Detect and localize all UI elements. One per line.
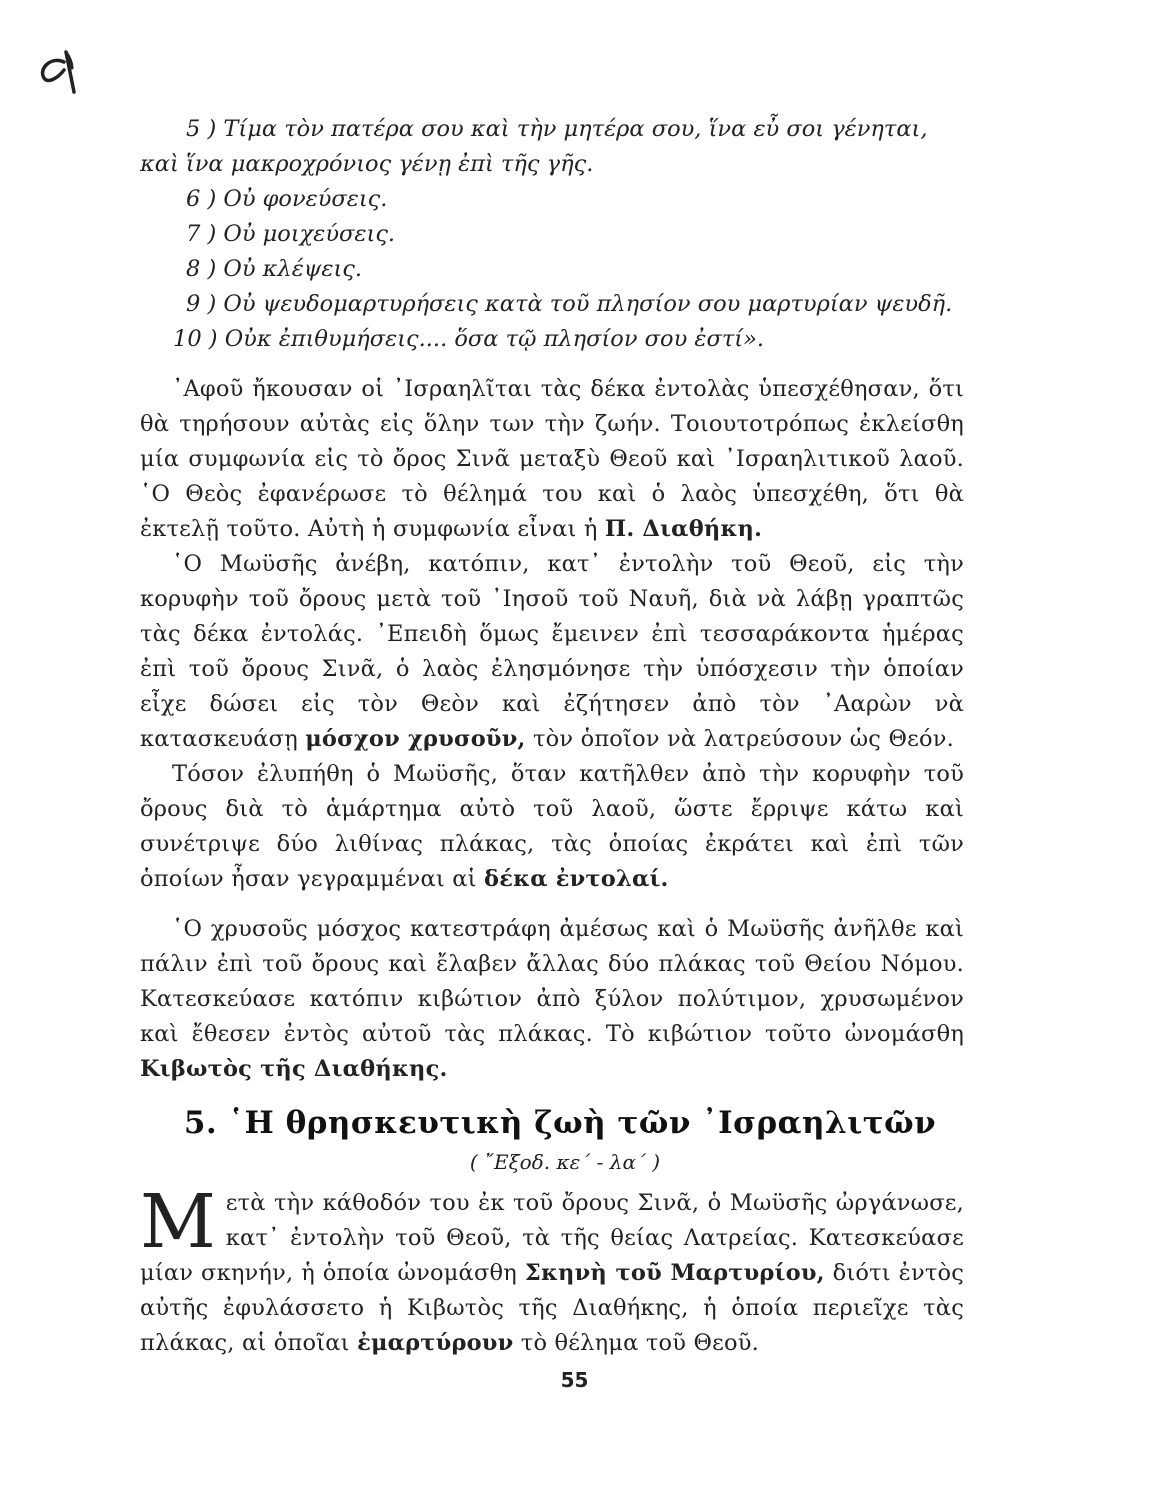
commandment-number: 9 ) bbox=[186, 291, 217, 317]
paragraph-ark bbox=[140, 912, 964, 1087]
paragraph-text: ῾Ο χρυσοῦς μόσχος κατεστράφη ἀμέσως καὶ ὁ Μωϋσῆς ἀνῆλθε καὶ πάλιν ἐπὶ τοῦ ὄρους καὶ ἔλαβεν ἄλλας δύο πλάκας τοῦ Θείου Νόμου. Κατεσκεύασε κατόπιν κιβώτιον ἀπὸ ξύλον πολύτιμον, χρυσωμένον καὶ ἔθεσεν ἐντὸς αὐτοῦ τὰς πλάκας. Τὸ κιβώτιον τοῦτο ὠνομάσθη bbox=[140, 916, 964, 1047]
bold-term: μόσχον χρυσοῦν, bbox=[305, 726, 526, 752]
commandment-number: 5 ) bbox=[186, 116, 217, 142]
commandment-number: 10 ) bbox=[173, 326, 218, 352]
paragraph-text: ᾿Αφοῦ ἤκουσαν οἱ ᾿Ισραηλῖται τὰς δέκα ἐντολὰς ὑπεσχέθησαν, ὅτι θὰ τηρήσουν αὐτὰς εἰς ὅλην των τὴν ζωήν. Τοιουτοτρόπως ἐκλείσθη μία συμφωνία εἰς τὸ ὄρος Σινᾶ μεταξὺ Θεοῦ καὶ ᾿Ισραηλιτικοῦ λαοῦ. ῾Ο Θεὸς ἐφανέρωσε τὸ θέλημά του καὶ ὁ λαὸς ὑπεσχέθη, ὅτι θὰ ἐκτελῇ τοῦτο. Αὐτὴ ἡ συμφωνία εἶναι ἡ bbox=[140, 376, 964, 542]
paragraph-text: διότι ἐντὸς αὐτῆς ἐφυλάσσετο ἡ Κιβωτὸς τῆς Διαθήκης, ἡ ὁποία περιεῖχε τὰς πλάκας, αἱ ὁποῖαι bbox=[140, 1260, 965, 1356]
page-number: 55 bbox=[560, 1368, 589, 1392]
commandment-9 bbox=[140, 287, 964, 322]
handwritten-letter-a-icon bbox=[30, 44, 90, 94]
commandment-6 bbox=[140, 182, 964, 217]
commandment-5-continued bbox=[140, 147, 964, 182]
commandment-text: Τίμα τὸν πατέρα σου καὶ τὴν μητέρα σου, ἵνα εὖ σοι γένηται, bbox=[223, 116, 928, 142]
commandment-8 bbox=[140, 252, 964, 287]
paragraph-broken-tablets bbox=[140, 757, 964, 897]
paragraph-text: Τόσον ἐλυπήθη ὁ Μωϋσῆς, ὅταν κατῆλθεν ἀπὸ τὴν κορυφὴν τοῦ ὄρους διὰ τὸ ἁμάρτημα αὐτὸ τοῦ λαοῦ, ὥστε ἔρριψε κάτω καὶ συνέτριψε δύο λιθίνας πλάκας, τὰς ὁποίας ἐκράτει καὶ ἐπὶ τῶν ὁποίων ἦσαν γεγραμμέναι αἱ bbox=[140, 761, 964, 892]
commandment-number: 8 ) bbox=[186, 256, 217, 282]
section-reference: ( ῎Εξοδ. κε΄ - λα΄ ) bbox=[469, 1150, 661, 1174]
paragraph-text: ῾Ο Μωϋσῆς ἀνέβη, κατόπιν, κατ᾿ ἐντολὴν τοῦ Θεοῦ, εἰς τὴν κορυφὴν τοῦ ὄρους μετὰ τοῦ ᾿Ιησοῦ τοῦ Ναυῆ, διὰ νὰ λάβῃ γραπτῶς τὰς δέκα ἐντολάς. ᾿Επειδὴ ὅμως ἔμεινεν ἐπὶ τεσσαράκοντα ἡμέρας ἐπὶ τοῦ ὄρους Σινᾶ, ὁ λαὸς ἐλησμόνησε τὴν ὑπόσχεσιν τὴν ὁποίαν εἶχε δώσει εἰς τὸν Θεὸν καὶ ἐζήτησεν ἀπὸ τὸν ᾿Ααρὼν νὰ κατασκευάσῃ bbox=[140, 551, 964, 752]
bold-term: δέκα ἐντολαί. bbox=[484, 866, 669, 892]
commandment-text: Οὐ φονεύσεις. bbox=[223, 186, 388, 212]
commandment-text: Οὐκ ἐπιθυμήσεις.... ὅσα τῷ πλησίον σου ἐστί». bbox=[224, 326, 765, 352]
paragraph-text: τὸ θέλημα τοῦ Θεοῦ. bbox=[520, 1330, 759, 1356]
commandment-5 bbox=[140, 112, 964, 147]
commandment-text: Οὐ κλέψεις. bbox=[223, 256, 363, 282]
commandment-text: Οὐ μοιχεύσεις. bbox=[223, 221, 396, 247]
paragraph-text: ετὰ τὴν κάθοδόν του ἐκ τοῦ ὄρους Σινᾶ, ὁ Μωϋσῆς ὠργάνωσε, κατ᾿ ἐντολὴν τοῦ Θεοῦ, τὰ τῆς θείας Λατρείας. Κατεσκεύασε μίαν σκηνήν, ἡ ὁποία ὠνομάσθη bbox=[140, 1190, 964, 1286]
bold-term: Π. Διαθήκη. bbox=[604, 516, 763, 542]
bold-term: ἐμαρτύρουν bbox=[357, 1330, 514, 1356]
page-body bbox=[140, 112, 964, 1361]
commandment-7 bbox=[140, 217, 964, 252]
commandment-number: 6 ) bbox=[186, 186, 217, 212]
section-heading: 5. ῾Η θρησκευτικὴ ζωὴ τῶν ᾿Ισραηλιτῶν bbox=[183, 1105, 937, 1141]
commandment-text: καὶ ἵνα μακροχρόνιος γένῃ ἐπὶ τῆς γῆς. bbox=[140, 151, 594, 177]
drop-cap: Μ bbox=[140, 1179, 216, 1265]
paragraph-tabernacle bbox=[140, 1179, 965, 1361]
commandment-10 bbox=[140, 322, 964, 357]
paragraph-covenant bbox=[140, 372, 964, 547]
commandment-text: Οὐ ψευδομαρτυρήσεις κατὰ τοῦ πλησίον σου μαρτυρίαν ψευδῆ. bbox=[223, 291, 953, 317]
bold-term: Σκηνὴ τοῦ Μαρτυρίου, bbox=[524, 1260, 825, 1286]
bold-term: Κιβωτὸς τῆς Διαθήκης. bbox=[140, 1056, 448, 1082]
commandment-number: 7 ) bbox=[186, 221, 217, 247]
paragraph-golden-calf bbox=[140, 547, 964, 757]
paragraph-text: τὸν ὁποῖον νὰ λατρεύσουν ὡς Θεόν. bbox=[532, 726, 954, 752]
